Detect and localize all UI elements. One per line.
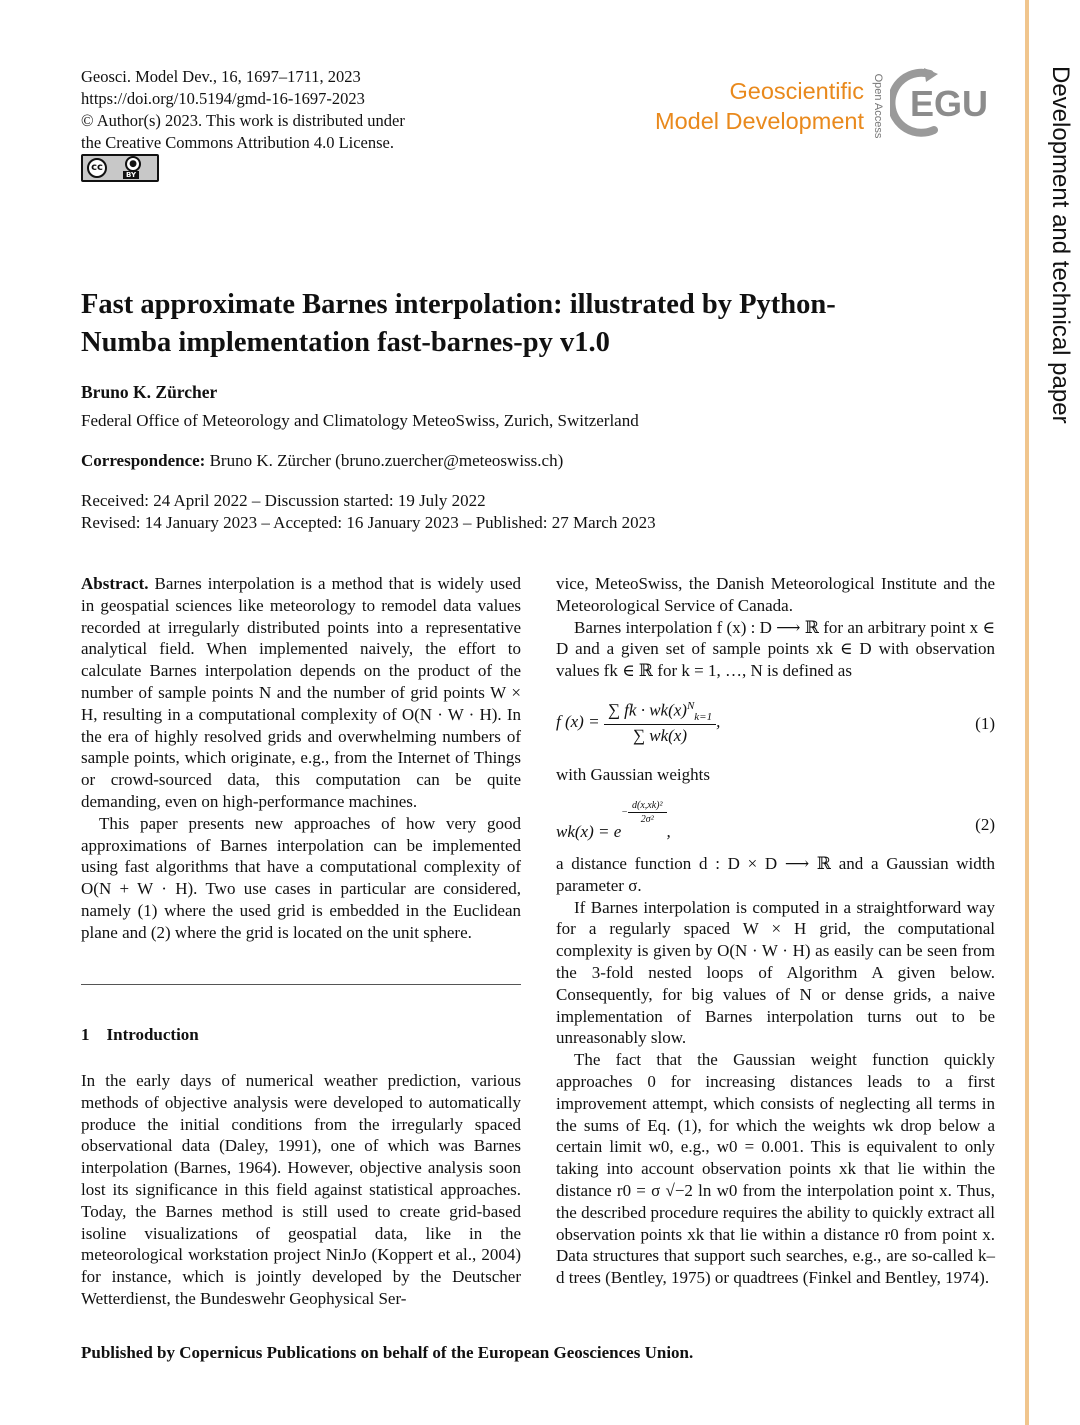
eq2-comma: , — [666, 821, 671, 841]
right-column-top — [556, 573, 995, 682]
abstract-divider — [81, 984, 521, 985]
eq1-comma: , — [716, 711, 721, 731]
eq1-lhs: f (x) = — [556, 711, 600, 731]
copyright-line: © Author(s) 2023. This work is distributed under — [81, 111, 405, 130]
citation-header — [81, 66, 405, 154]
eq2-minus: − — [621, 806, 629, 818]
affiliation: Federal Office of Meteorology and Climatology MeteoSwiss, Zurich, Switzerland — [81, 411, 639, 430]
gaussian-weights-text: with Gaussian weights — [556, 765, 710, 784]
introduction-paragraph: In the early days of numerical weather prediction, various methods of objective analysis were developed to automatically produce the initial conditions from the irregularly spaced observational data (Daley, 1991), one of which was Barnes interpolation (Barnes, 1964). However, objective analysis soon lost its significance in this field against statistical approaches. Today, the Barnes method is still used to create grid-based isoline visualizations of geospatial data, like in the meteorological workstation project NinJo (Koppert et al., 2004) for instance, which is jointly developed by the Deutscher Wetterdienst, the Bundeswehr Geophysical Ser- — [81, 1071, 521, 1308]
eq1-denominator: ∑ wk(x) — [632, 726, 688, 746]
citation-line: Geosci. Model Dev., 16, 1697–1711, 2023 — [81, 67, 361, 86]
doi-link[interactable]: https://doi.org/10.5194/gmd-16-1697-2023 — [81, 89, 365, 108]
eq1-lower-limit: k=1 — [694, 711, 713, 724]
margin-rule — [1025, 0, 1029, 1425]
journal-name-line2: Model Development — [655, 108, 864, 134]
correspondence — [81, 451, 563, 471]
abstract-paragraph-1: Barnes interpolation is a method that is widely used in geospatial sciences like meteorology to remodel data values recorded at irregularly distributed points into a representative analytical field. When implemented naively, the effort to calculate Barnes interpolation depends on the product of the number of sample points N and the number of grid points W × H, resulting in a computational complexity of O(N · W · H). In the era of highly resolved grids and overwhelming numbers of sample points, which originate, e.g., from the Internet of Things or crowd-sourced data, this computation can be quite demanding, even on high-performance machines. — [81, 574, 521, 811]
open-access-label: Open Access — [872, 73, 884, 139]
distance-paragraph: a distance function d : D × D ⟶ ℝ and a Gaussian width parameter σ. — [556, 854, 995, 895]
egu-logo — [890, 64, 1000, 140]
cc-by-badge[interactable] — [81, 154, 159, 182]
correspondence-text[interactable]: Bruno K. Zürcher (bruno.zuercher@meteoswiss.ch) — [209, 451, 564, 470]
equation-1-number: (1) — [975, 714, 995, 733]
improvement-paragraph: The fact that the Gaussian weight function quickly approaches 0 for increasing distances leads to a first improvement attempt, which consists of neglecting all terms in the sums of Eq. (1), for which the weights wk drop below a certain limit w0, e.g., w0 = 0.001. This is equivalent to only taking into account observation points xk that lie within the distance r0 = σ √−2 ln w0 from the interpolation point x. Thus, the described procedure requires the ability to quickly extract all observation points xk that lie within a distance r0 from point x. Data structures that support such searches, e.g., are so-called k–d trees (Bentley, 1975) or quadtrees (Finkel and Bentley, 1974). — [556, 1050, 995, 1288]
eq2-exp-denominator: 2σ² — [640, 814, 654, 825]
person-icon: ● — [125, 156, 141, 172]
abstract-label: Abstract. — [81, 574, 149, 593]
abstract-paragraph-2: This paper presents new approaches of how very good approximations of Barnes interpolation can be implemented using fast algorithms that have a computational complexity of O(N + W · H). Two use cases in particular are considered, namely (1) where the used grid is embedded in the Euclidean plane and (2) where the grid is located on the unit sphere. — [81, 813, 521, 942]
by-label: BY — [123, 171, 139, 179]
publisher-footer: Published by Copernicus Publications on behalf of the European Geosciences Union. — [81, 1343, 694, 1362]
dates-block — [81, 490, 656, 534]
eq2-lhs: wk(x) = e — [556, 821, 622, 841]
author-name: Bruno K. Zürcher — [81, 382, 218, 402]
eq1-numerator: ∑ fk · wk(x) — [607, 700, 687, 720]
section-heading — [81, 1025, 199, 1045]
egu-text: EGU — [910, 83, 989, 124]
right-column-bottom — [556, 853, 995, 1289]
complexity-paragraph: If Barnes interpolation is computed in a straightforward way for a regularly spaced W × H grid, the computational complexity is given by O(N · W · H) as easily can be seen from the 3-fold nested loops of Algorithm A given below. Consequently, for big values of N or dense grids, a naive implementation of Barnes interpolation turns out to be unreasonably slow. — [556, 897, 995, 1048]
dates-line-2: Revised: 14 January 2023 – Accepted: 16 January 2023 – Published: 27 March 2023 — [81, 513, 656, 532]
journal-name-line1: Geoscientific — [729, 78, 864, 104]
egu-swirl-icon — [890, 64, 1000, 140]
journal-name — [655, 76, 864, 136]
eq2-exp-numerator: d(x,xk)² — [628, 800, 666, 813]
article-type-label: Development and technical paper — [1047, 66, 1074, 424]
continued-paragraph: vice, MeteoSwiss, the Danish Meteorological Institute and the Meteorological Service of Canada. — [556, 574, 995, 615]
correspondence-label: Correspondence: — [81, 451, 206, 470]
equation-2-number: (2) — [975, 815, 995, 834]
section-title: Introduction — [106, 1025, 199, 1044]
eq1-upper-limit: N — [686, 700, 695, 712]
abstract — [81, 573, 521, 944]
dates-line-1: Received: 24 April 2022 – Discussion started: 19 July 2022 — [81, 491, 486, 510]
eq1-fraction — [604, 700, 716, 746]
equation-1 — [556, 700, 720, 746]
section-number: 1 — [81, 1025, 90, 1044]
license-line: the Creative Commons Attribution 4.0 License. — [81, 133, 394, 152]
paper-title: Fast approximate Barnes interpolation: illustrated by Python-Numba implementation fast-barnes-py v1.0 — [81, 289, 836, 358]
equation-2 — [556, 800, 671, 842]
cc-icon: cc — [87, 158, 107, 178]
definition-paragraph: Barnes interpolation f (x) : D ⟶ ℝ for an arbitrary point x ∈ D and a given set of sample points xk ∈ D with observation values fk ∈ ℝ for k = 1, …, N is defined as — [556, 617, 995, 681]
